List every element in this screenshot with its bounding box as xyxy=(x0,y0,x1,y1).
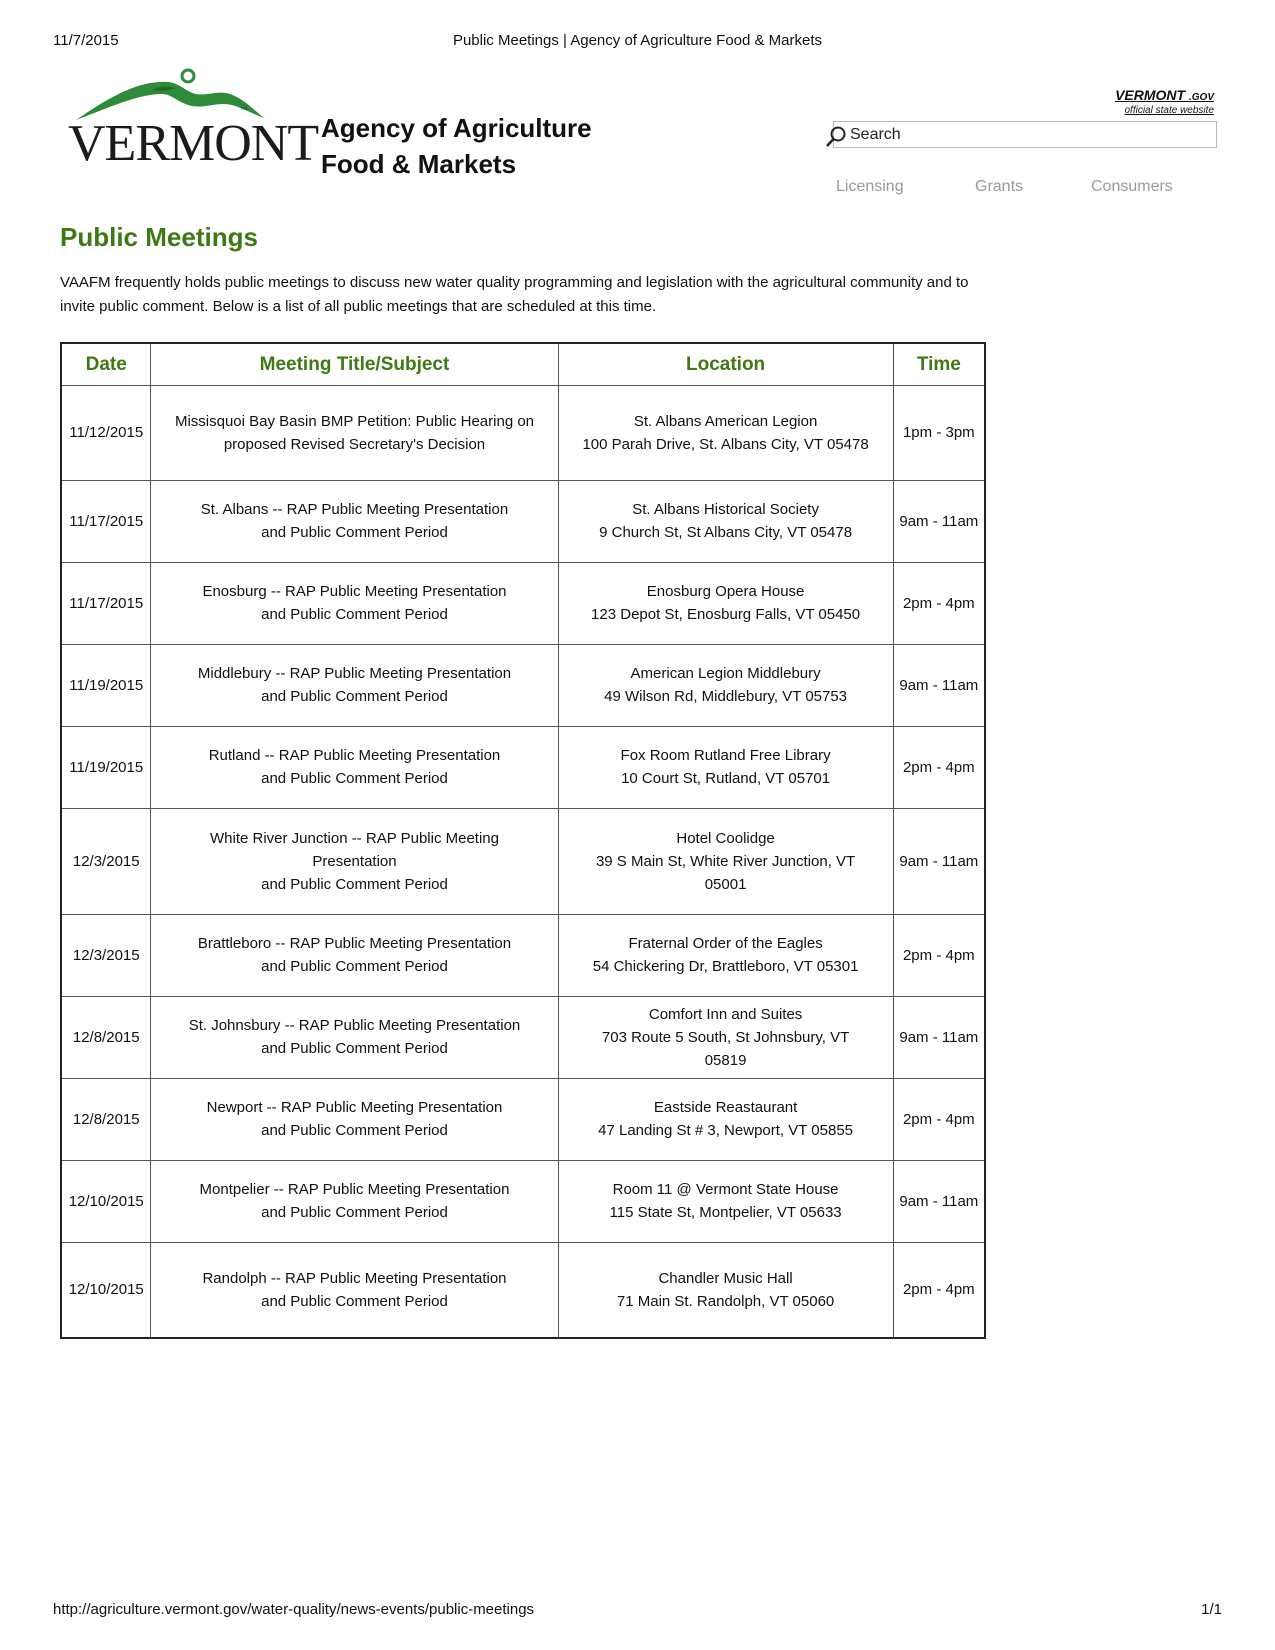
location-address: 100 Parah Drive, St. Albans City, VT 05478 xyxy=(582,435,869,453)
table-row xyxy=(61,808,985,914)
meeting-time: 2pm - 4pm xyxy=(893,914,985,996)
meeting-date: 12/3/2015 xyxy=(61,808,151,914)
location-address: 115 State St, Montpelier, VT 05633 xyxy=(609,1204,842,1221)
meeting-title xyxy=(151,1160,558,1242)
page-url[interactable]: http://agriculture.vermont.gov/water-quality/news-events/public-meetings xyxy=(53,1601,535,1618)
meeting-date: 11/19/2015 xyxy=(61,644,151,726)
table-row xyxy=(61,562,985,644)
meeting-title-line: Rutland -- RAP Public Meeting Presentation xyxy=(208,747,501,764)
meeting-title-line: St. Albans -- RAP Public Meeting Presentation xyxy=(200,501,509,518)
column-header-location: Location xyxy=(558,343,893,385)
vermont-gov-suffix: .GOV xyxy=(1188,92,1214,103)
meeting-title-line: Middlebury -- RAP Public Meeting Presentation xyxy=(197,665,512,682)
meeting-title-line: White River Junction -- RAP Public Meeting Presentation xyxy=(209,829,499,870)
table-row xyxy=(61,726,985,808)
meeting-title-line: St. Johnsbury -- RAP Public Meeting Presentation xyxy=(188,1017,521,1034)
meeting-title xyxy=(151,1078,558,1160)
meeting-title xyxy=(151,644,558,726)
meeting-location xyxy=(558,808,893,914)
meeting-location xyxy=(558,644,893,726)
location-address: 54 Chickering Dr, Brattleboro, VT 05301 xyxy=(592,958,859,975)
meeting-location xyxy=(558,480,893,562)
meeting-title-line: and Public Comment Period xyxy=(261,1292,448,1310)
meeting-location xyxy=(558,1078,893,1160)
location-name: Room 11 @ Vermont State House xyxy=(612,1181,839,1198)
meeting-location xyxy=(558,1242,893,1338)
meeting-location xyxy=(558,1160,893,1242)
location-name: Eastside Reastaurant xyxy=(653,1099,798,1116)
location-address: 10 Court St, Rutland, VT 05701 xyxy=(621,770,831,787)
meeting-date: 11/12/2015 xyxy=(61,385,151,480)
meetings-table xyxy=(60,342,986,1339)
nav-item-grants[interactable]: Grants xyxy=(975,178,1024,195)
meeting-title-line: and Public Comment Period xyxy=(261,1204,448,1221)
meeting-location xyxy=(558,914,893,996)
table-row xyxy=(61,385,985,480)
meeting-title xyxy=(151,1242,558,1338)
meeting-time: 2pm - 4pm xyxy=(893,1242,985,1338)
meeting-time: 1pm - 3pm xyxy=(893,385,985,480)
table-header-row xyxy=(61,343,985,385)
print-header xyxy=(53,32,1222,52)
meeting-date: 12/8/2015 xyxy=(61,1078,151,1160)
meeting-date: 11/17/2015 xyxy=(61,562,151,644)
meeting-location xyxy=(558,996,893,1078)
vermont-gov-name: VERMONT xyxy=(1115,87,1186,103)
meeting-time: 9am - 11am xyxy=(893,644,985,726)
table-row xyxy=(61,1078,985,1160)
meeting-title-line: proposed Revised Secretary's Decision xyxy=(223,435,486,453)
meeting-time: 2pm - 4pm xyxy=(893,726,985,808)
location-name: Fraternal Order of the Eagles xyxy=(628,935,823,952)
meeting-title xyxy=(151,914,558,996)
meeting-date: 11/19/2015 xyxy=(61,726,151,808)
print-date: 11/7/2015 xyxy=(53,32,119,49)
meeting-title xyxy=(151,808,558,914)
table-row xyxy=(61,1242,985,1338)
meeting-title-line: and Public Comment Period xyxy=(261,1040,448,1057)
print-footer xyxy=(53,1601,1222,1621)
vermont-logo[interactable] xyxy=(68,68,319,176)
meeting-location xyxy=(558,726,893,808)
meeting-title-line: and Public Comment Period xyxy=(261,770,448,787)
table-row xyxy=(61,914,985,996)
vermont-gov-link[interactable] xyxy=(1080,88,1214,117)
meeting-date: 11/17/2015 xyxy=(61,480,151,562)
location-address: 123 Depot St, Enosburg Falls, VT 05450 xyxy=(591,606,861,623)
meeting-title-line: Enosburg -- RAP Public Meeting Presentation xyxy=(202,583,507,600)
vermont-gov-main[interactable] xyxy=(1080,88,1214,105)
meeting-title-line: Newport -- RAP Public Meeting Presentation xyxy=(206,1099,503,1116)
meeting-time: 9am - 11am xyxy=(893,808,985,914)
agency-name xyxy=(321,110,592,182)
meeting-title xyxy=(151,480,558,562)
meeting-time: 9am - 11am xyxy=(893,480,985,562)
meeting-title xyxy=(151,562,558,644)
location-name: Enosburg Opera House xyxy=(646,583,805,600)
meeting-title-line: Brattleboro -- RAP Public Meeting Presentation xyxy=(197,935,512,952)
nav-item-licensing[interactable]: Licensing xyxy=(836,178,904,195)
meeting-title-line: Montpelier -- RAP Public Meeting Presentation xyxy=(199,1181,510,1198)
meeting-title xyxy=(151,726,558,808)
search-input[interactable]: Search xyxy=(850,126,901,143)
agency-name-line1: Agency of Agriculture xyxy=(321,113,592,143)
nav-item-consumers[interactable]: Consumers xyxy=(1091,178,1173,195)
meeting-title xyxy=(151,385,558,480)
column-header-title: Meeting Title/Subject xyxy=(151,343,558,385)
meeting-title-line: and Public Comment Period xyxy=(261,524,448,541)
meeting-location xyxy=(558,562,893,644)
location-name: St. Albans Historical Society xyxy=(632,501,819,518)
page-title: Public Meetings xyxy=(60,222,258,252)
location-name: Comfort Inn and Suites xyxy=(648,1005,803,1023)
location-address: 39 S Main St, White River Junction, VT 05001 xyxy=(595,852,856,893)
meeting-title-line: and Public Comment Period xyxy=(261,958,448,975)
location-name: Fox Room Rutland Free Library xyxy=(620,747,831,764)
location-address: 49 Wilson Rd, Middlebury, VT 05753 xyxy=(604,688,848,705)
meeting-title xyxy=(151,996,558,1078)
table-row xyxy=(61,1160,985,1242)
location-address: 9 Church St, St Albans City, VT 05478 xyxy=(599,524,853,541)
meeting-date: 12/10/2015 xyxy=(61,1160,151,1242)
intro-paragraph: VAAFM frequently holds public meetings to discuss new water quality programming and legislation with the agricultural community and to invite public comment. Below is a list of all public meetings that are scheduled at this time. xyxy=(60,274,969,315)
meeting-title-line: Missisquoi Bay Basin BMP Petition: Public Hearing on xyxy=(174,412,535,430)
table-row xyxy=(61,996,985,1078)
location-address: 47 Landing St # 3, Newport, VT 05855 xyxy=(598,1122,854,1139)
location-name: Hotel Coolidge xyxy=(676,829,775,847)
meeting-time: 9am - 11am xyxy=(893,1160,985,1242)
print-page-title: Public Meetings | Agency of Agriculture Food & Markets xyxy=(452,32,823,49)
column-header-date: Date xyxy=(61,343,151,385)
svg-text:™: ™ xyxy=(240,107,247,114)
meeting-title-line: and Public Comment Period xyxy=(261,875,448,893)
meeting-time: 2pm - 4pm xyxy=(893,562,985,644)
meeting-title-line: and Public Comment Period xyxy=(261,688,448,705)
meeting-date: 12/3/2015 xyxy=(61,914,151,996)
vermont-gov-subtitle[interactable]: official state website xyxy=(1124,105,1214,116)
meeting-date: 12/10/2015 xyxy=(61,1242,151,1338)
meeting-location xyxy=(558,385,893,480)
meeting-time: 2pm - 4pm xyxy=(893,1078,985,1160)
location-name: Chandler Music Hall xyxy=(658,1269,793,1287)
agency-name-line2: Food & Markets xyxy=(321,149,517,179)
meeting-time: 9am - 11am xyxy=(893,996,985,1078)
meeting-date: 12/8/2015 xyxy=(61,996,151,1078)
location-name: St. Albans American Legion xyxy=(633,412,818,430)
meeting-title-line: Randolph -- RAP Public Meeting Presentation xyxy=(202,1269,507,1287)
logo-wordmark: VERMONT xyxy=(68,115,319,172)
meeting-title-line: and Public Comment Period xyxy=(261,1122,448,1139)
location-address: 71 Main St. Randolph, VT 05060 xyxy=(616,1292,835,1310)
meeting-title-line: and Public Comment Period xyxy=(261,606,448,623)
table-row xyxy=(61,480,985,562)
column-header-time: Time xyxy=(893,343,985,385)
location-name: American Legion Middlebury xyxy=(630,665,821,682)
location-address: 703 Route 5 South, St Johnsbury, VT 05819 xyxy=(601,1028,850,1069)
page-number: 1/1 xyxy=(1201,1601,1222,1618)
table-row xyxy=(61,644,985,726)
search-icon[interactable] xyxy=(824,124,848,150)
